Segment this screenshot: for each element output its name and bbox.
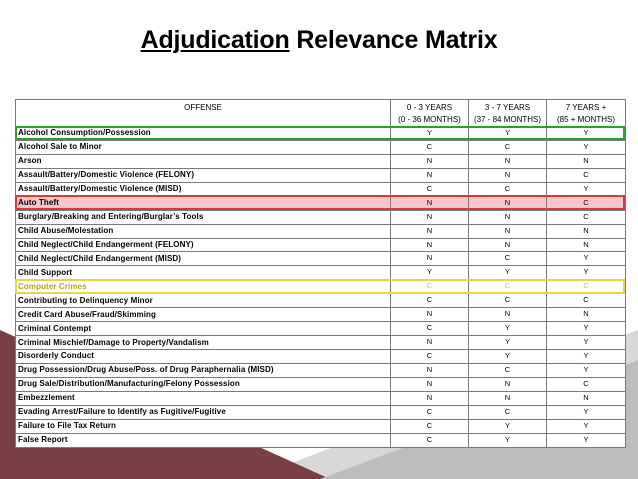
years-7-plus-cell: N xyxy=(547,308,626,322)
offense-cell: Criminal Mischief/Damage to Property/Vandalism xyxy=(16,336,391,350)
page-title xyxy=(0,26,638,55)
offense-cell: Drug Possession/Drug Abuse/Poss. of Drug Paraphernalia (MISD) xyxy=(16,363,391,377)
years-7-plus-cell: C xyxy=(547,168,626,182)
years-0-3-cell: N xyxy=(391,377,469,391)
offense-cell: Failure to File Tax Return xyxy=(16,419,391,433)
years-0-3-cell: C xyxy=(391,280,469,294)
years-7-plus-cell: C xyxy=(547,377,626,391)
years-3-7-cell: C xyxy=(469,280,547,294)
years-3-7-cell: N xyxy=(469,308,547,322)
years-0-3-cell: C xyxy=(391,294,469,308)
years-3-7-cell: Y xyxy=(469,127,547,141)
years-0-3-cell: N xyxy=(391,210,469,224)
years-3-7-cell: C xyxy=(469,405,547,419)
years-0-3-cell: N xyxy=(391,196,469,210)
years-0-3-cell: C xyxy=(391,405,469,419)
years-0-3-cell: N xyxy=(391,168,469,182)
years-0-3-cell: C xyxy=(391,182,469,196)
years-3-7-cell: C xyxy=(469,140,547,154)
years-7-plus-cell: Y xyxy=(547,363,626,377)
table-row xyxy=(16,238,626,252)
years-7-plus-cell: Y xyxy=(547,350,626,364)
years-7-plus-cell: N xyxy=(547,224,626,238)
years-3-7-cell: N xyxy=(469,238,547,252)
offense-cell: Auto Theft xyxy=(16,196,391,210)
table-row xyxy=(16,322,626,336)
table-row xyxy=(16,224,626,238)
years-3-7-cell: C xyxy=(469,252,547,266)
offense-cell: Contributing to Delinquency Minor xyxy=(16,294,391,308)
offense-cell: Child Abuse/Molestation xyxy=(16,224,391,238)
years-0-3-cell: C xyxy=(391,433,469,447)
table-row xyxy=(16,168,626,182)
header-7-plus-years-months: (85 + MONTHS) xyxy=(556,115,615,124)
years-3-7-cell: C xyxy=(469,182,547,196)
header-0-3-years xyxy=(391,100,469,127)
table-row xyxy=(16,210,626,224)
offense-cell: Criminal Contempt xyxy=(16,322,391,336)
table-row xyxy=(16,127,626,141)
years-7-plus-cell: Y xyxy=(547,336,626,350)
years-0-3-cell: N xyxy=(391,154,469,168)
offense-cell: Drug Sale/Distribution/Manufacturing/Felony Possession xyxy=(16,377,391,391)
years-7-plus-cell: Y xyxy=(547,433,626,447)
table-row xyxy=(16,266,626,280)
years-7-plus-cell: C xyxy=(547,196,626,210)
years-7-plus-cell: C xyxy=(547,280,626,294)
years-0-3-cell: N xyxy=(391,308,469,322)
years-7-plus-cell: Y xyxy=(547,405,626,419)
years-7-plus-cell: N xyxy=(547,391,626,405)
offense-cell: Computer Crimes xyxy=(16,280,391,294)
years-3-7-cell: C xyxy=(469,294,547,308)
years-3-7-cell: N xyxy=(469,391,547,405)
table-row xyxy=(16,294,626,308)
offense-cell: Evading Arrest/Failure to Identify as Fugitive/Fugitive xyxy=(16,405,391,419)
table-row xyxy=(16,252,626,266)
table-body xyxy=(16,127,626,448)
offense-cell: Disorderly Conduct xyxy=(16,350,391,364)
years-7-plus-cell: Y xyxy=(547,322,626,336)
header-3-7-years-label: 3 - 7 YEARS xyxy=(484,103,531,112)
years-7-plus-cell: N xyxy=(547,154,626,168)
years-0-3-cell: C xyxy=(391,140,469,154)
years-3-7-cell: N xyxy=(469,154,547,168)
table-row xyxy=(16,154,626,168)
years-7-plus-cell: Y xyxy=(547,182,626,196)
years-3-7-cell: N xyxy=(469,210,547,224)
offense-cell: Child Neglect/Child Endangerment (MISD) xyxy=(16,252,391,266)
years-0-3-cell: N xyxy=(391,336,469,350)
years-7-plus-cell: Y xyxy=(547,252,626,266)
header-3-7-years-months: (37 - 84 MONTHS) xyxy=(473,115,542,124)
years-3-7-cell: Y xyxy=(469,322,547,336)
table-row xyxy=(16,363,626,377)
offense-cell: Child Support xyxy=(16,266,391,280)
table-row xyxy=(16,433,626,447)
years-0-3-cell: C xyxy=(391,322,469,336)
table-row xyxy=(16,308,626,322)
offense-cell: Arson xyxy=(16,154,391,168)
years-0-3-cell: C xyxy=(391,419,469,433)
table-row xyxy=(16,391,626,405)
relevance-matrix-table xyxy=(15,99,626,448)
years-0-3-cell: Y xyxy=(391,266,469,280)
table-row xyxy=(16,196,626,210)
years-0-3-cell: Y xyxy=(391,127,469,141)
page-title-rest: Relevance Matrix xyxy=(289,26,498,54)
years-3-7-cell: N xyxy=(469,224,547,238)
years-3-7-cell: N xyxy=(469,168,547,182)
years-0-3-cell: N xyxy=(391,391,469,405)
table-row xyxy=(16,419,626,433)
table-row xyxy=(16,140,626,154)
table-row xyxy=(16,377,626,391)
years-3-7-cell: Y xyxy=(469,350,547,364)
years-7-plus-cell: C xyxy=(547,294,626,308)
years-0-3-cell: N xyxy=(391,252,469,266)
offense-cell: Child Neglect/Child Endangerment (FELONY) xyxy=(16,238,391,252)
years-3-7-cell: C xyxy=(469,363,547,377)
years-7-plus-cell: Y xyxy=(547,140,626,154)
offense-cell: Alcohol Consumption/Possession xyxy=(16,127,391,141)
header-7-plus-years-label: 7 YEARS + xyxy=(565,103,607,112)
table-header-row xyxy=(16,100,626,127)
years-3-7-cell: Y xyxy=(469,266,547,280)
offense-cell: Assault/Battery/Domestic Violence (FELONY) xyxy=(16,168,391,182)
years-0-3-cell: N xyxy=(391,363,469,377)
header-0-3-years-label: 0 - 3 YEARS xyxy=(406,103,453,112)
offense-cell: Alcohol Sale to Minor xyxy=(16,140,391,154)
header-7-plus-years xyxy=(547,100,626,127)
offense-cell: False Report xyxy=(16,433,391,447)
table-row xyxy=(16,336,626,350)
years-7-plus-cell: N xyxy=(547,238,626,252)
header-0-3-years-months: (0 - 36 MONTHS) xyxy=(398,115,461,124)
table-row xyxy=(16,280,626,294)
years-7-plus-cell: Y xyxy=(547,127,626,141)
page-title-underlined: Adjudication xyxy=(140,26,290,54)
offense-cell: Assault/Battery/Domestic Violence (MISD) xyxy=(16,182,391,196)
years-3-7-cell: Y xyxy=(469,433,547,447)
table-row xyxy=(16,182,626,196)
offense-cell: Embezzlement xyxy=(16,391,391,405)
years-0-3-cell: N xyxy=(391,224,469,238)
years-7-plus-cell: Y xyxy=(547,419,626,433)
years-7-plus-cell: C xyxy=(547,210,626,224)
header-offense-label: OFFENSE xyxy=(184,103,222,112)
header-3-7-years xyxy=(469,100,547,127)
offense-cell: Credit Card Abuse/Fraud/Skimming xyxy=(16,308,391,322)
years-0-3-cell: C xyxy=(391,350,469,364)
years-3-7-cell: N xyxy=(469,196,547,210)
years-3-7-cell: Y xyxy=(469,419,547,433)
table-row xyxy=(16,405,626,419)
years-3-7-cell: N xyxy=(469,377,547,391)
table-row xyxy=(16,350,626,364)
offense-cell: Burglary/Breaking and Entering/Burglar’s Tools xyxy=(16,210,391,224)
years-0-3-cell: N xyxy=(391,238,469,252)
years-3-7-cell: Y xyxy=(469,336,547,350)
years-7-plus-cell: Y xyxy=(547,266,626,280)
header-offense xyxy=(16,100,391,127)
